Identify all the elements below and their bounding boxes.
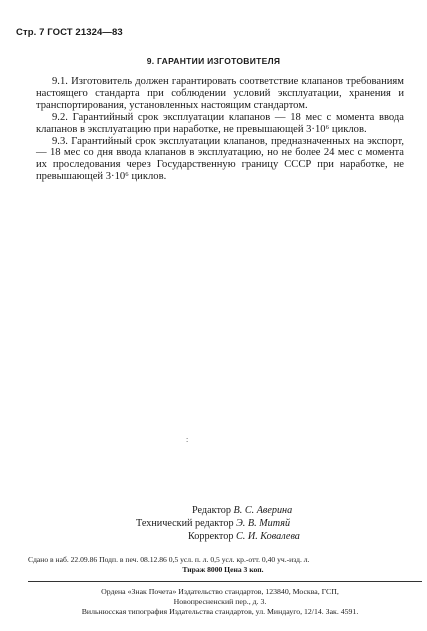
publisher-street: Новопресненский пер., д. 3. <box>173 597 267 606</box>
divider-line <box>28 581 422 582</box>
section-body <box>36 76 404 183</box>
editor-name: В. С. Аверина <box>233 505 293 516</box>
page-header: Стр. 7 ГОСТ 21324—83 <box>16 27 123 38</box>
corrector-label: Корректор <box>188 531 234 542</box>
paragraph-9-2: 9.2. Гарантийный срок эксплуатации клапанов — 18 мес с момента ввода клапанов в эксплуатацию при наработке, не превышающей 3·10⁶ циклов. <box>36 111 404 135</box>
section-title: 9. ГАРАНТИИ ИЗГОТОВИТЕЛЯ <box>146 56 281 66</box>
tech-editor-label: Технический редактор <box>136 518 234 529</box>
corrector-credit <box>188 531 300 543</box>
imprint-print-details: Сдано в наб. 22.09.86 Подп. в печ. 08.12.86 0,5 усл. п. л. 0,5 усл. кр.-отт. 0,40 уч.-изд. л. <box>28 555 310 564</box>
colon-mark: : <box>186 435 189 444</box>
editor-label: Редактор <box>192 505 231 516</box>
imprint-block <box>28 555 418 574</box>
publisher-name-address: Ордена «Знак Почета» Издательство стандартов, 123840, Москва, ГСП, <box>101 587 339 596</box>
tech-editor-credit <box>136 518 290 530</box>
corrector-name: С. И. Ковалева <box>235 531 300 542</box>
paragraph-9-1: 9.1. Изготовитель должен гарантировать соответствие клапанов требованиям настоящего стандарта при соблюдении условий эксплуатации, хранения и транспортирования, установленных настоящим стандартом. <box>36 76 404 111</box>
imprint-circulation-price: Тираж 8000 Цена 3 коп. <box>182 564 264 574</box>
tech-editor-name: Э. В. Митяй <box>236 518 291 529</box>
paragraph-9-3: 9.3. Гарантийный срок эксплуатации клапанов, предназначенных на экспорт, — 18 мес со дня ввода клапанов в эксплуатацию, но не более 24 мес с момента их проследования через Государственную границу СССР при наработке, не превышающей 3·10⁶ циклов. <box>36 135 404 183</box>
publisher-block <box>18 587 422 617</box>
editor-credit <box>192 505 292 517</box>
printing-house: Вильнюсская типография Издательства стандартов, ул. Миндауго, 12/14. Зак. 4591. <box>81 607 359 616</box>
